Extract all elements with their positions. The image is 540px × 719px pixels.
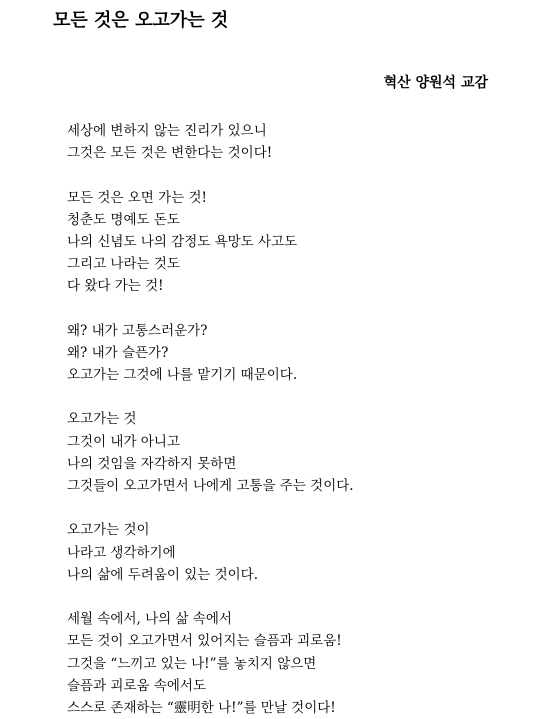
- poem-line: 그것들이 오고가면서 나에게 고통을 주는 것이다.: [67, 478, 354, 494]
- poem-line: 왜? 내가 슬픈가?: [67, 344, 169, 361]
- poem-body: [67, 120, 507, 719]
- poem-line: 슬픔과 괴로움 속에서도: [67, 677, 206, 694]
- stanza: [67, 120, 507, 164]
- poem-line: 다 왔다 가는 것!: [67, 278, 164, 295]
- poem-line: 오고가는 그것에 나를 맡기기 때문이다.: [67, 367, 298, 384]
- poem-line: 나라고 생각하기에: [67, 544, 176, 561]
- poem-title: 모든 것은 오고가는 것: [53, 10, 229, 31]
- stanza: [67, 608, 507, 719]
- stanza: [67, 187, 507, 298]
- poem-line: 그것은 모든 것은 변한다는 것이다!: [67, 145, 273, 162]
- author-line: 혁산 양원석 교감: [383, 75, 488, 91]
- poem-line: 나의 것임을 자각하지 못하면: [67, 455, 237, 472]
- poem-line: 그것이 내가 아니고: [67, 433, 180, 450]
- poem-line: 청춘도 명예도 돈도: [67, 211, 180, 228]
- poem-line: 나의 신념도 나의 감정도 욕망도 사고도: [67, 233, 298, 250]
- poem-line: 세월 속에서, 나의 삶 속에서: [67, 611, 232, 628]
- poem-line: 세상에 변하지 않는 진리가 있으니: [67, 123, 267, 139]
- poem-line: 모든 것이 오고가면서 있어지는 슬픔과 괴로움!: [67, 633, 342, 650]
- poem-line: 그리고 나라는 것도: [67, 256, 180, 273]
- poem-line: 스스로 존재하는 “靈明한 나!”를 만날 것이다!: [67, 699, 336, 716]
- poem-line: 그것을 “느끼고 있는 나!”를 놓치지 않으면: [67, 655, 317, 672]
- poem-line: 오고가는 것이: [67, 522, 150, 539]
- stanza: [67, 408, 507, 497]
- poem-line: 왜? 내가 고통스러운가?: [67, 322, 208, 339]
- stanza: [67, 519, 507, 586]
- stanza: [67, 320, 507, 387]
- poem-line: 나의 삶에 두려움이 있는 것이다.: [67, 566, 258, 583]
- poem-line: 오고가는 것: [67, 411, 137, 428]
- poem-line: 모든 것은 오면 가는 것!: [67, 189, 207, 206]
